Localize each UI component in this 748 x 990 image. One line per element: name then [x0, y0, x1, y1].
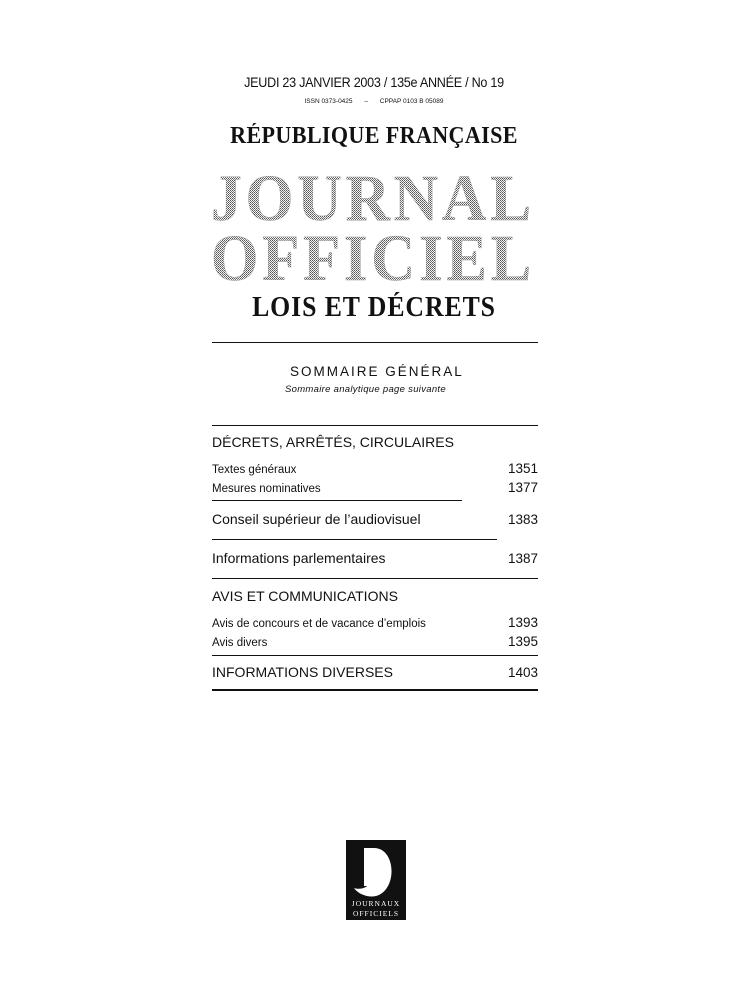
toc-row[interactable]	[212, 480, 538, 495]
divider	[212, 689, 538, 691]
sommaire-subtitle: Sommaire analytique page suivante	[285, 384, 446, 395]
journaux-officiels-logo	[346, 840, 406, 920]
toc-row[interactable]	[212, 461, 538, 476]
issn-line	[0, 98, 748, 105]
toc-label: Avis de concours et de vacance d’emplois	[212, 618, 426, 630]
sommaire-title: SOMMAIRE GÉNÉRAL	[290, 364, 464, 379]
journal-officiel-masthead	[208, 166, 538, 284]
toc-page: 1387	[507, 551, 538, 566]
cppap-number: CPPAP 0103 B 05089	[379, 98, 444, 105]
masthead-journal: JOURNAL	[211, 166, 535, 235]
toc-label: Mesures nominatives	[212, 483, 321, 495]
divider	[212, 342, 538, 343]
toc-row[interactable]	[212, 634, 538, 649]
toc-row[interactable]	[212, 615, 538, 630]
toc-row[interactable]	[212, 664, 538, 680]
toc-heading-avis	[212, 588, 538, 604]
divider	[212, 500, 462, 501]
divider	[212, 578, 538, 579]
toc-heading-decrets	[212, 434, 538, 450]
section-title: LOIS ET DÉCRETS	[252, 292, 496, 323]
toc-row[interactable]	[212, 550, 538, 566]
divider	[212, 425, 538, 426]
toc-label: Informations parlementaires	[212, 550, 386, 566]
masthead-officiel: OFFICIEL	[211, 222, 535, 284]
issn-number: ISSN 0373-0425	[304, 98, 353, 105]
logo-text-officiels: OFFICIELS	[352, 909, 400, 918]
toc-label: INFORMATIONS DIVERSES	[212, 664, 393, 680]
issn-separator: –	[364, 98, 368, 105]
toc-heading-label: AVIS ET COMMUNICATIONS	[212, 588, 398, 604]
dateline: JEUDI 23 JANVIER 2003 / 135e ANNÉE / No 19	[244, 74, 504, 90]
toc-page: 1377	[507, 480, 538, 495]
divider	[212, 539, 497, 540]
toc-page: 1351	[507, 461, 538, 476]
logo-text-journaux: JOURNAUX	[351, 899, 401, 908]
toc-row[interactable]	[212, 511, 538, 527]
toc-page: 1393	[507, 615, 538, 630]
toc-page: 1383	[507, 512, 538, 527]
toc-label: Textes généraux	[212, 464, 297, 476]
toc-label: Avis divers	[212, 637, 268, 649]
republique-francaise: RÉPUBLIQUE FRANÇAISE	[230, 123, 518, 149]
divider	[212, 655, 538, 656]
toc-heading-label: DÉCRETS, ARRÊTÉS, CIRCULAIRES	[212, 434, 454, 450]
toc-page: 1395	[507, 634, 538, 649]
toc-page: 1403	[507, 665, 538, 680]
toc-label: Conseil supérieur de l’audiovisuel	[212, 511, 421, 527]
